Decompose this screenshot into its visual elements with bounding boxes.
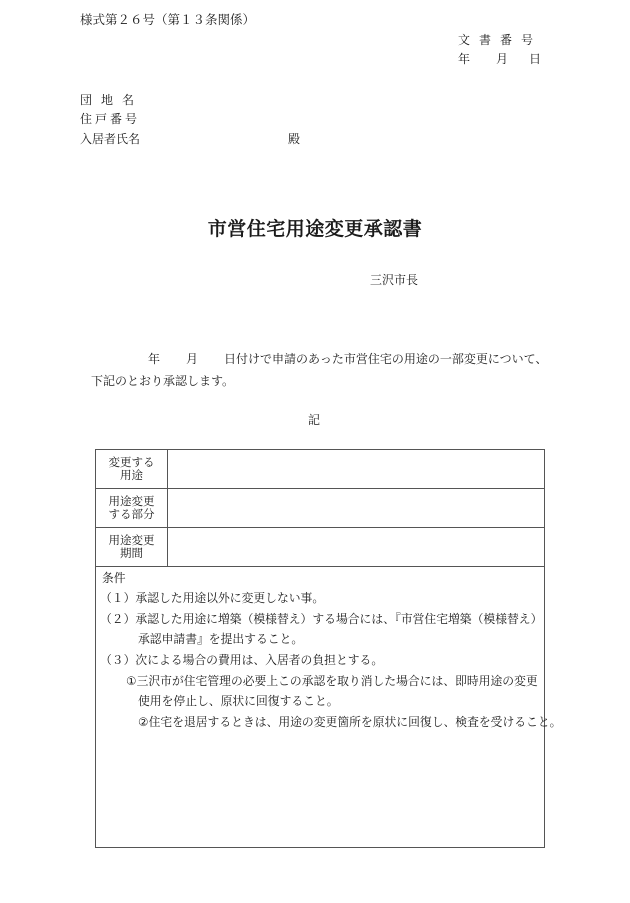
condition-3-1-line-2: 使用を停止し、原状に回復すること。	[138, 694, 339, 708]
resident-name-label: 入居者氏名	[80, 132, 141, 146]
body-date-suffix: 日付けで申請のあった市営住宅の用途の一部変更について、	[224, 352, 548, 366]
body-text-line-1	[80, 352, 547, 366]
changed-use-label: 変更する 用途	[96, 450, 168, 489]
changed-part-field[interactable]	[168, 489, 545, 528]
body-month: 月	[186, 352, 199, 366]
table-row	[96, 450, 545, 489]
document-number-label: 文書番号	[458, 33, 543, 47]
table-row	[96, 489, 545, 528]
condition-3-2: ②住宅を退居するときは、用途の変更箇所を原状に回復し、検査を受けること。	[138, 715, 562, 729]
changed-use-field[interactable]	[168, 450, 545, 489]
condition-3: （３）次による場合の費用は、入居者の負担とする。	[100, 653, 384, 667]
changed-part-label: 用途変更 する部分	[96, 489, 168, 528]
date-year: 年	[458, 52, 471, 66]
conditions-heading: 条件	[102, 571, 126, 585]
issuer-name: 三沢市長	[370, 273, 419, 287]
honorific: 殿	[288, 132, 301, 146]
body-year: 年	[148, 352, 161, 366]
ki-heading: 記	[308, 413, 321, 427]
page-title: 市営住宅用途変更承認書	[207, 218, 423, 240]
estate-name-label: 団地名	[80, 93, 144, 107]
body-text-line-2: 下記のとおり承認します。	[91, 374, 235, 388]
condition-2-line-2: 承認申請書』を提出すること。	[138, 632, 304, 646]
unit-number-label: 住戸番号	[80, 112, 141, 126]
conditions-cell	[96, 567, 562, 848]
date-day: 日	[529, 52, 542, 66]
date-month: 月	[496, 52, 509, 66]
change-period-field[interactable]	[168, 528, 545, 567]
approval-details-table	[95, 449, 562, 848]
issue-date	[458, 52, 541, 66]
table-row	[96, 528, 545, 567]
change-period-label: 用途変更 期間	[96, 528, 168, 567]
condition-1: （１）承認した用途以外に変更しない事。	[100, 591, 325, 605]
condition-3-1-line-1: ①三沢市が住宅管理の必要上この承認を取り消した場合には、即時用途の変更	[126, 674, 538, 688]
form-number: 様式第２６号（第１３条関係）	[80, 12, 256, 27]
table-row	[96, 567, 545, 848]
condition-2-line-1: （２）承認した用途に増築（模様替え）する場合には、『市営住宅増築（模様替え）	[100, 612, 543, 626]
